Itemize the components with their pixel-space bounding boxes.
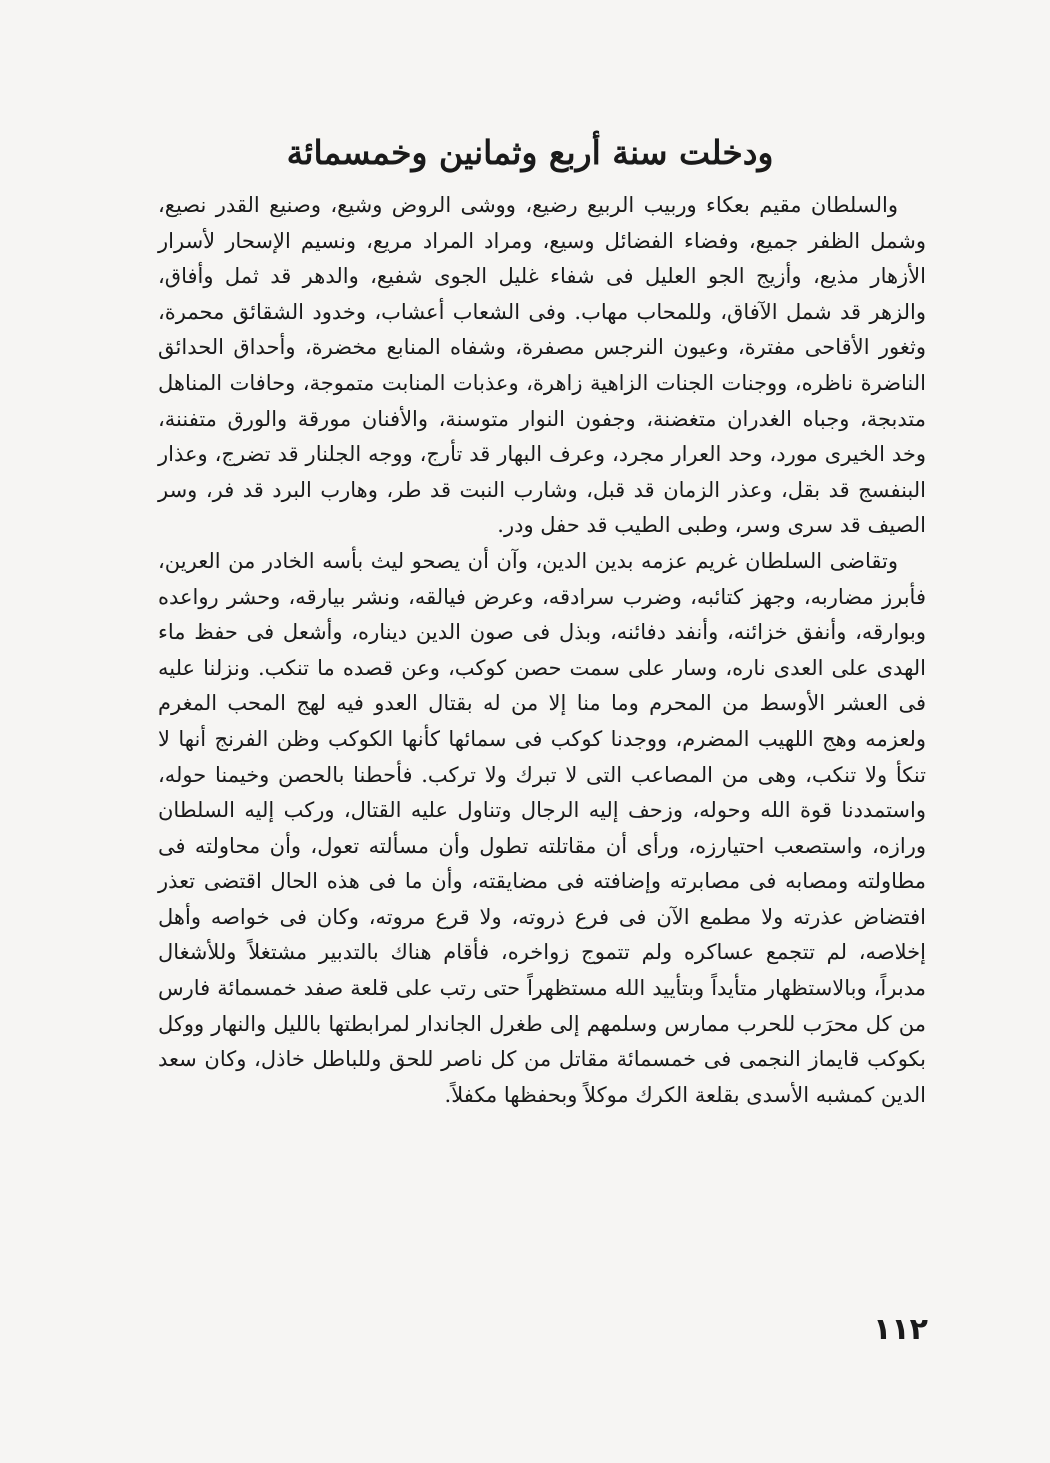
paragraph: والسلطان مقيم بعكاء وربيب الربيع رضيع، ووشى الروض وشيع، وصنيع القدر نصيع، وشمل الظفر جميع، وفضاء الفضائل وسيع، ومراد المراد مريع، ونسيم الإسحار لأسرار الأزهار مذيع، وأزيج الجو العليل فى شفاء غليل الجوى شفيع، والدهر قد ثمل وأفاق، والزهر قد شمل الآفاق، وللمحاب مهاب. وفى الشعاب أعشاب، وخدود الشقائق محمرة، وثغور الأقاحى مفترة، وعيون النرجس مصفرة، وشفاه المنابع مخضرة، وأحداق الحدائق الناضرة ناظره، ووجنات الجنات الزاهية زاهرة، وعذبات المنابت متموجة، وحافات المناهل متدبجة، وجباه الغدران متغضنة، وجفون النوار متوسنة، والأفنان مورقة والورق متفننة، وخد الخيرى مورد، وحد العرار مجرد، وعرف البهار قد تأرج، ووجه الجلنار قد تضرج، وعذار البنفسج قد بقل، وعذر الزمان قد قبل، وشارب النبت قد طر، وهارب البرد قد فر، وسر الصيف قد سرى وسر، وطبى الطيب قد حفل ودر. [158,193,926,538]
page-number: ١١٢ [873,1312,928,1347]
body-text [158,188,926,1113]
chapter-heading: ودخلت سنة أربع وثمانين وخمسمائة [286,133,774,172]
paragraph: وتقاضى السلطان غريم عزمه بدين الدين، وآن أن يصحو ليث بأسه الخادر من العرين، فأبرز مضاربه، وجهز كتائبه، وضرب سرادقه، وعرض فيالقه، ونشر بيارقه، وحشر رواعده وبوارقه، وأنفق خزائنه، وأنفد دفائنه، وبذل فى صون الدين ديناره، وأشعل فى حفظ ماء الهدى على العدى ناره، وسار على سمت حصن كوكب، وعن قصده ما تنكب. ونزلنا عليه فى العشر الأوسط من المحرم وما منا إلا من له بقتال العدو فيه لهج المحب المغرم ولعزمه وهج اللهيب المضرم، ووجدنا كوكب فى سمائها كأنها الكوكب وظن الفرنج أنها لا تنكأ ولا تنكب، وهى من المصاعب التى لا تبرك ولا تركب. فأحطنا بالحصن وخيمنا حوله، واستمددنا قوة الله وحوله، وزحف إليه الرجال وتناول عليه القتال، وركب إليه السلطان ورازه، واستصعب احتيارزه، ورأى أن مقاتلته تطول وأن مسألته تعول، وأن محاولته فى مطاولته ومصابه فى مصابرته وإضافته فى مضايقته، وأن ما فى هذه الحال اقتضى تعذر افتضاض عذرته ولا مطمع الآن فى فرع ذروته، ولا قرع مروته، وكان فى خواصه وأهل إخلاصه، لم تتجمع عساكره ولم تتموج زواخره، فأقام هناك بالتدبير مشتغلاً وللأشغال مدبراً، وبالاستظهار متأيداً وبتأييد الله مستظهراً حتى رتب على قلعة صفد خمسمائة فارس من كل محرَب للحرب ممارس وسلمهم إلى طغرل الجاندار لمرابطتها بالليل والنهار ووكل بكوكب قايماز النجمى فى خمسمائة مقاتل من كل ناصر للحق وللباطل خاذل، وكان سعد الدين كمشبه الأسدى بقلعة الكرك موكلاً وبحفظها مكفلاً. [158,548,926,1107]
